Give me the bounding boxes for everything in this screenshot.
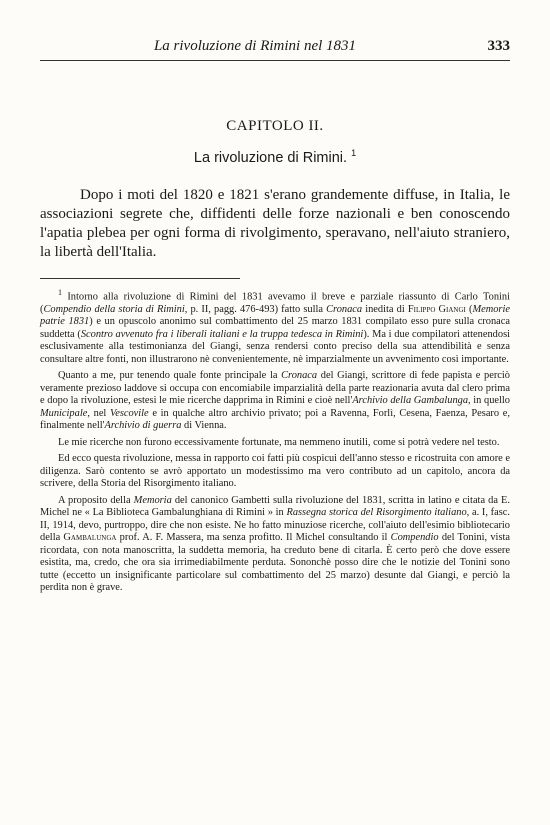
intro-paragraph: Dopo i moti del 1820 e 1821 s'erano grandemente diffuse, in Italia, le associazioni segrete che, diffidenti delle forze nazionali e ben conoscendo l'apatia plebea per ogni forma di rivolgimento, speravano, nell'aiuto straniero, la libertà dell'Italia.	[40, 187, 510, 260]
footnote-paragraph-5: A proposito della Memoria del canonico Gambetti sulla rivoluzione del 1831, scritta in latino e citata da E. Michel ne « La Biblioteca Gambalunghiana di Rimini » in Rassegna storica del Risorgimento italiano, a. I, fasc. II, 1914, devo, purtroppo, dire che non esiste. Ne ho fatto minuziose ricerche, coll'aiuto dell'esimio bibliotecario della Gambalunga prof. A. F. Massera, ma senza profitto. Il Michel consultando il Compendio del Tonini, vista ricordata, con nota manoscritta, la suddetta memoria, ha creduto bene di citarla. È certo però che dove essere esistita, ma, credo, che ora sia irrimediabilmente perduta. Sononchè posso dire che le notizie del Tonini sono tutte (eccetto un insignificante particolare sul combattimento del 25 marzo) desunte dal Giangi, e perciò la perdita non è grave.	[40, 494, 510, 594]
footnote-paragraph-1: $^1$ Intorno alla rivoluzione di Rimini del 1831 avevamo il breve e parziale riassunto di Carlo Tonini (Compendio della storia di Rimini, p. II, pagg. 476-493) fatto sulla Cronaca inedita di Filippo Giangi (Memorie patrie 1831) e un opuscolo anonimo sul combattimento del 25 marzo 1831 compilato esso pure sulla cronaca suddetta (Scontro avvenuto fra i liberali italiani e la truppa tedesca in Rimini). Ma i due compilatori attenendosi esclusivamente alla testimonianza del Giangi, senza rendersi conto preciso della sua attendibilità e senza consultare altre fonti, non illustrarono nè convenientemente, nè imparzialmente un avvenimento così importante.	[40, 288, 510, 365]
footnote-mark: 1	[58, 288, 62, 297]
footnote-reference[interactable]: 1	[351, 148, 357, 158]
footnote-divider	[40, 278, 240, 279]
footnotes	[40, 287, 510, 595]
page-number: 333	[487, 38, 510, 54]
chapter-number: CAPITOLO II.	[226, 118, 324, 134]
footnote-paragraph-3: Le mie ricerche non furono eccessivamente fortunate, ma nemmeno inutili, come si potrà vedere nel testo.	[58, 436, 500, 448]
chapter-title	[40, 148, 510, 166]
running-header	[40, 38, 510, 61]
chapter-title-text: La rivoluzione di Rimini.	[193, 149, 348, 166]
footnote-paragraph-2: Quanto a me, pur tenendo quale fonte principale la Cronaca del Giangi, scrittore di fede papista e perciò veramente prezioso laddove si occupa con encomiabile imparzialità della parte reazionaria avuta dal clero prima e dopo la rivoluzione, estesi le mie ricerche dapprima in Rimini e cioè nell'Archivio della Gambalunga, in quello Municipale, nel Vescovile e in qualche altro archivio privato; poi a Ravenna, Forlì, Cesena, Faenza, Pesaro e, finalmente nell'Archivio di guerra di Vienna.	[40, 370, 510, 432]
footnote-paragraph-4: Ed ecco questa rivoluzione, messa in rapporto coi fatti più cospicui dell'anno stesso e ricostruita con amore e diligenza. Sarò contento se avrò apportato un modestissimo ma vero contributo ad un capitolo, ancora da scrivere, della Storia del Risorgimento italiano.	[40, 453, 510, 490]
running-title: La rivoluzione di Rimini nel 1831	[153, 38, 357, 54]
